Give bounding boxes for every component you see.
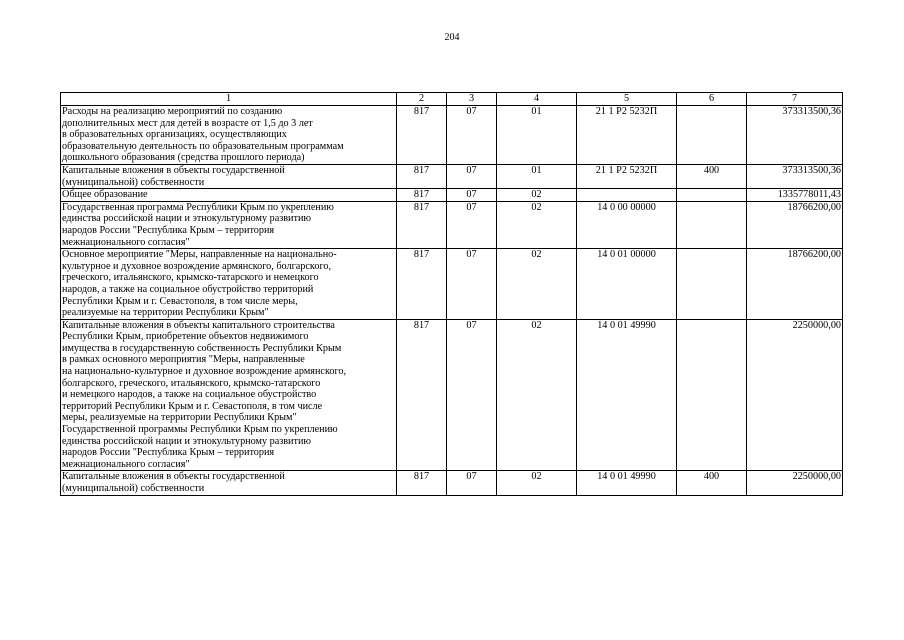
description-line: Расходы на реализацию мероприятий по созданию [62, 106, 283, 117]
expense-type-cell [677, 319, 747, 471]
amount-cell: 2250000,00 [747, 319, 843, 471]
amount-cell: 18766200,00 [747, 201, 843, 248]
description-line: Основное мероприятие "Меры, направленные на национально- [62, 249, 337, 261]
target-article-cell: 14 0 01 49990 [577, 471, 677, 495]
description-line: дополнительных мест для детей в возрасте от 1,5 до 3 лет [62, 117, 313, 129]
description-cell [61, 106, 397, 165]
amount-cell: 2250000,00 [747, 471, 843, 495]
column-header: 4 [497, 93, 577, 106]
table-row [61, 249, 843, 320]
table-row [61, 319, 843, 471]
description-line: образовательную деятельность по образовательным программам [62, 140, 344, 152]
column-header: 6 [677, 93, 747, 106]
table-row [61, 164, 843, 188]
table-row [61, 189, 843, 202]
target-article-cell: 21 1 P2 5232П [577, 164, 677, 188]
description-line: и немецкого народов, а также на социальное обустройство [62, 389, 317, 401]
amount-cell: 373313500,36 [747, 164, 843, 188]
description-cell [61, 189, 397, 202]
page-number: 204 [444, 32, 460, 43]
table-body [61, 106, 843, 496]
column-header: 5 [577, 93, 677, 106]
description-line: Капитальные вложения в объекты государственной [62, 164, 285, 176]
ministry-code-cell: 817 [397, 319, 447, 471]
description-line: в образовательных организациях, осуществляющих [62, 129, 287, 141]
description-line: единства российской нации и этнокультурному развитию [62, 213, 312, 225]
target-article-cell [577, 189, 677, 202]
description-line: греческого, итальянского, крымско-татарского и немецкого [62, 272, 319, 284]
section-code-cell: 07 [447, 471, 497, 495]
description-cell [61, 201, 397, 248]
description-line: народов, а также на социальное обустройство территорий [62, 283, 314, 295]
description-line: Капитальные вложения в объекты государственной [62, 471, 285, 483]
expense-type-cell: 400 [677, 471, 747, 495]
column-header: 1 [61, 93, 397, 106]
amount-cell: 18766200,00 [747, 249, 843, 320]
column-header: 7 [747, 93, 843, 106]
table-header-row [61, 93, 843, 106]
description-line: Капитальные вложения в объекты капитального строительства [62, 319, 335, 331]
description-line: (муниципальной) собственности [62, 176, 205, 188]
subsection-code-cell: 02 [497, 189, 577, 202]
description-line: на национально-культурное и духовное возрождение армянского, [62, 366, 347, 378]
description-line: Государственная программа Республики Крым по укреплению [62, 201, 334, 213]
subsection-code-cell: 02 [497, 249, 577, 320]
expense-type-cell [677, 249, 747, 320]
expense-type-cell [677, 189, 747, 202]
section-code-cell: 07 [447, 201, 497, 248]
section-code-cell: 07 [447, 164, 497, 188]
table-row [61, 106, 843, 165]
ministry-code-cell: 817 [397, 106, 447, 165]
subsection-code-cell: 01 [497, 106, 577, 165]
ministry-code-cell: 817 [397, 164, 447, 188]
table-row [61, 201, 843, 248]
description-line: болгарского, греческого, итальянского, крымско-татарского [62, 377, 321, 389]
subsection-code-cell: 02 [497, 201, 577, 248]
description-line: дошкольного образования (средства прошлого периода) [62, 152, 305, 164]
subsection-code-cell: 02 [497, 319, 577, 471]
description-line: межнационального согласия" [62, 236, 190, 248]
target-article-cell: 14 0 01 49990 [577, 319, 677, 471]
subsection-code-cell: 02 [497, 471, 577, 495]
section-code-cell: 07 [447, 189, 497, 202]
description-line: народов России "Республика Крым – территория [62, 447, 275, 459]
column-header: 3 [447, 93, 497, 106]
description-line: меры, реализуемые на территории Республики Крым" [62, 412, 297, 424]
description-line: Республики Крым, приобретение объектов недвижимого [62, 331, 309, 343]
description-line: имущества в государственную собственность Республики Крым [62, 342, 342, 354]
description-cell [61, 164, 397, 188]
description-cell [61, 471, 397, 495]
description-line: Общее образование [62, 189, 148, 201]
expense-type-cell: 400 [677, 164, 747, 188]
ministry-code-cell: 817 [397, 249, 447, 320]
table-row [61, 471, 843, 495]
subsection-code-cell: 01 [497, 164, 577, 188]
amount-cell: 373313500,36 [747, 106, 843, 165]
description-cell [61, 319, 397, 471]
description-line: Республики Крым и г. Севастополя, в том числе меры, [62, 295, 298, 307]
description-line: Государственной программы Республики Крым по укреплению [62, 424, 338, 436]
description-line: народов России "Республика Крым – территория [62, 224, 275, 236]
ministry-code-cell: 817 [397, 189, 447, 202]
description-line: (муниципальной) собственности [62, 483, 205, 494]
target-article-cell: 14 0 01 00000 [577, 249, 677, 320]
description-line: культурное и духовное возрождение армянского, болгарского, [62, 260, 332, 272]
amount-cell: 1335778011,43 [747, 189, 843, 202]
description-line: территорий Республики Крым и г. Севастополя, в том числе [62, 400, 323, 412]
section-code-cell: 07 [447, 249, 497, 320]
section-code-cell: 07 [447, 319, 497, 471]
target-article-cell: 14 0 00 00000 [577, 201, 677, 248]
section-code-cell: 07 [447, 106, 497, 165]
ministry-code-cell: 817 [397, 201, 447, 248]
target-article-cell: 21 1 P2 5232П [577, 106, 677, 165]
ministry-code-cell: 817 [397, 471, 447, 495]
budget-table [60, 92, 843, 496]
column-header: 2 [397, 93, 447, 106]
description-line: межнационального согласия" [62, 458, 190, 470]
description-line: реализуемые на территории Республики Крым" [62, 307, 269, 319]
description-cell [61, 249, 397, 320]
description-line: единства российской нации и этнокультурному развитию [62, 435, 312, 447]
expense-type-cell [677, 106, 747, 165]
expense-type-cell [677, 201, 747, 248]
description-line: в рамках основного мероприятия "Меры, направленные [62, 354, 305, 366]
